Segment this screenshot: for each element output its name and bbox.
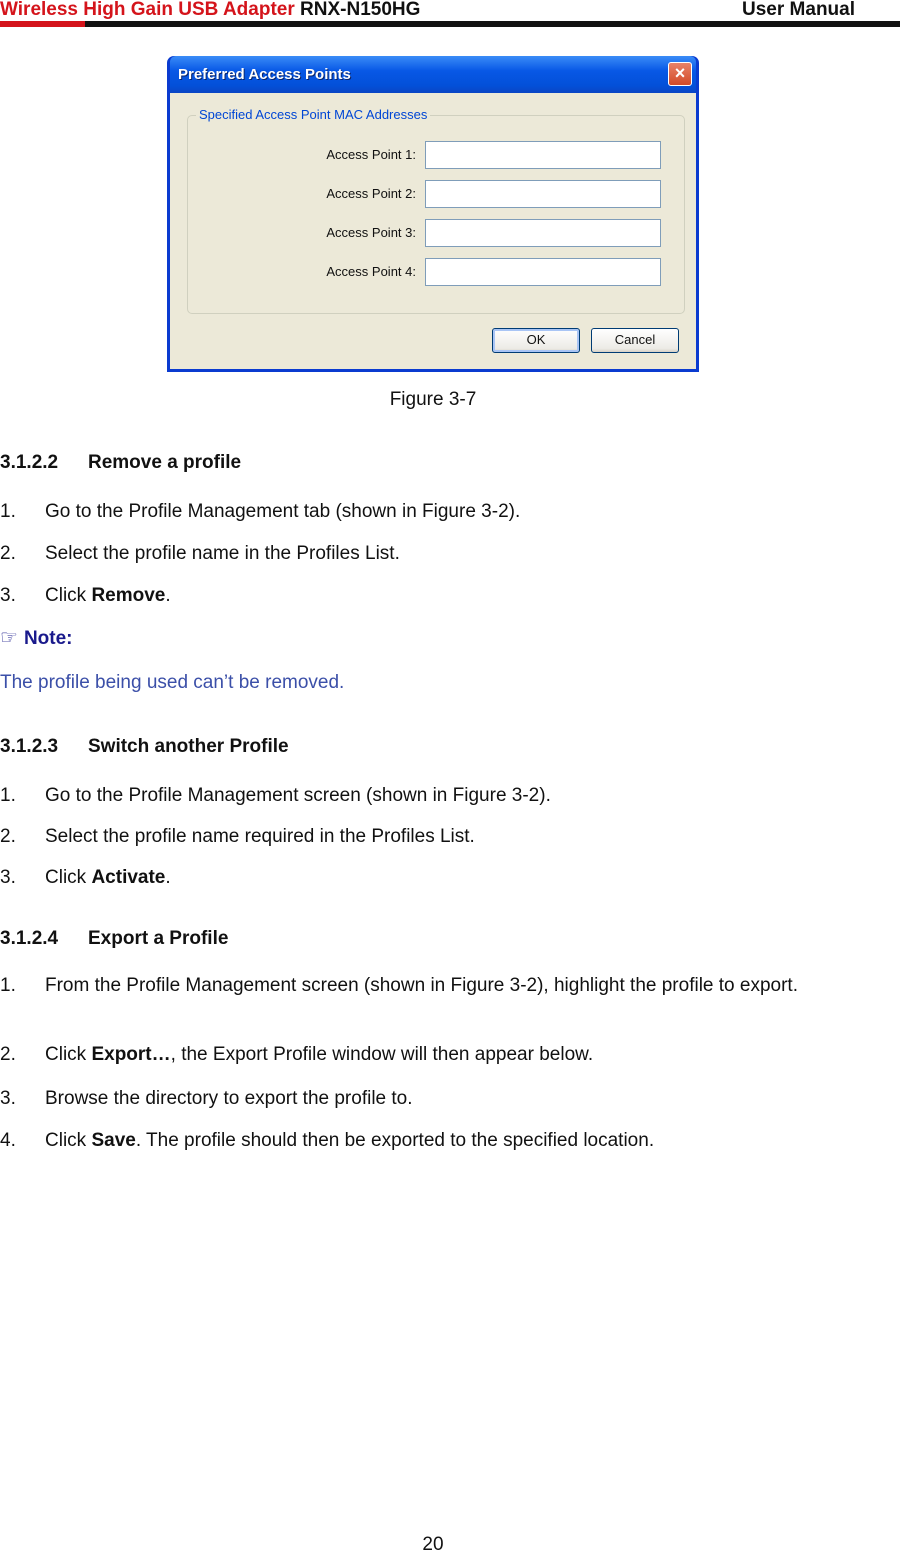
header-rule (0, 21, 900, 27)
dialog-titlebar (170, 56, 696, 93)
access-point-row-3 (188, 219, 686, 247)
section-number: 3.1.2.4 (0, 928, 59, 949)
access-point-1-input[interactable] (425, 141, 661, 169)
list-text: Click Export…, the Export Profile window will then appear below. (45, 1044, 594, 1065)
list-number: 1. (0, 501, 16, 522)
preferred-access-points-dialog (167, 56, 699, 372)
page-header (0, 0, 900, 30)
list-text: Click Remove. (45, 585, 171, 606)
header-rule-accent (0, 21, 85, 27)
export-label: Export… (91, 1044, 171, 1065)
access-point-2-input[interactable] (425, 180, 661, 208)
section-heading-remove (0, 452, 241, 474)
header-manual-label: User Manual (742, 0, 855, 20)
list-text: Click Save. The profile should then be exported to the specified location. (45, 1130, 655, 1151)
note-title: Note: (23, 628, 73, 649)
header-product: Wireless High Gain USB Adapter (0, 0, 295, 20)
figure-caption: Figure 3-7 (389, 389, 477, 410)
list-number: 3. (0, 867, 16, 888)
section-title: Export a Profile (88, 928, 229, 949)
list-number: 1. (0, 975, 16, 996)
access-point-row-2 (188, 180, 686, 208)
section-title: Switch another Profile (88, 736, 289, 757)
access-point-row-4 (188, 258, 686, 286)
list-number: 3. (0, 1088, 16, 1109)
page-number: 20 (422, 1534, 444, 1552)
list-text: Click Activate. (45, 867, 171, 888)
save-label: Save (91, 1130, 136, 1151)
access-point-row-1 (188, 141, 686, 169)
dialog-title: Preferred Access Points (178, 66, 351, 83)
list-number: 2. (0, 826, 16, 847)
list-number: 2. (0, 1044, 16, 1065)
section-heading-switch (0, 736, 289, 758)
access-point-3-input[interactable] (425, 219, 661, 247)
list-number: 1. (0, 785, 16, 806)
access-point-4-input[interactable] (425, 258, 661, 286)
access-point-1-label: Access Point 1: (326, 147, 416, 162)
access-point-4-label: Access Point 4: (326, 264, 416, 279)
access-point-3-label: Access Point 3: (326, 225, 416, 240)
list-text: Browse the directory to export the profile to. (45, 1088, 413, 1109)
header-title (0, 0, 420, 20)
list-text: From the Profile Management screen (shown in Figure 3-2), highlight the profile to export. (45, 975, 798, 996)
close-icon[interactable]: × (668, 62, 692, 86)
list-number: 2. (0, 543, 16, 564)
list-text: Select the profile name required in the Profiles List. (45, 826, 475, 847)
mac-addresses-group (187, 107, 685, 314)
header-model: RNX-N150HG (300, 0, 421, 20)
activate-label: Activate (91, 867, 166, 888)
pointing-hand-icon: ☞ (0, 627, 18, 649)
section-heading-export (0, 928, 228, 950)
list-number: 3. (0, 585, 16, 606)
remove-label: Remove (91, 585, 166, 606)
list-number: 4. (0, 1130, 16, 1151)
section-number: 3.1.2.3 (0, 736, 59, 757)
cancel-button[interactable]: Cancel (591, 328, 679, 353)
section-number: 3.1.2.2 (0, 452, 59, 473)
list-text: Go to the Profile Management screen (shown in Figure 3-2). (45, 785, 551, 806)
list-text: Select the profile name in the Profiles List. (45, 543, 400, 564)
ok-button[interactable]: OK (492, 328, 580, 353)
group-label: Specified Access Point MAC Addresses (196, 107, 430, 122)
section-title: Remove a profile (88, 452, 242, 473)
note-text: The profile being used can’t be removed. (0, 672, 345, 693)
note-heading (0, 625, 73, 650)
access-point-2-label: Access Point 2: (326, 186, 416, 201)
dialog-client-area (170, 93, 696, 369)
list-text: Go to the Profile Management tab (shown in Figure 3-2). (45, 501, 521, 522)
